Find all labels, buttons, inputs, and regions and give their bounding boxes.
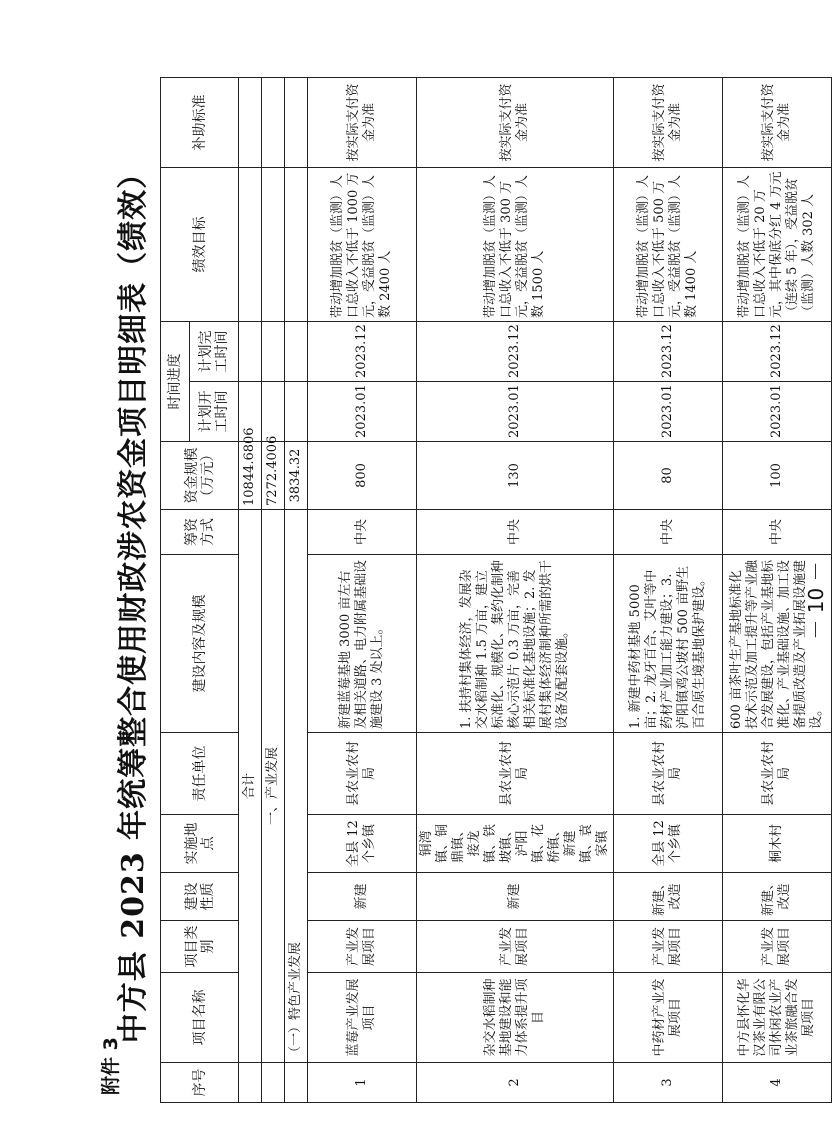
cell-target: 带动增加脱贫（监测）人口总收入不低于 500 万元，受益脱贫（监测）人数 1400 人 — [614, 168, 723, 322]
cell-target: 带动增加脱贫（监测）人口总收入不低于 300 万元，受益脱贫（监测）人数 1500 人 — [417, 168, 614, 322]
cell-content: 新建蓝莓基地 3000 亩左右及相关道路、电力附属基础设施建设 3 处以上。 — [308, 555, 417, 733]
cell-end: 2023.12 — [614, 322, 723, 382]
section-row — [285, 78, 308, 1103]
col-header-funding-scale: 资金规模（万元） — [161, 442, 239, 510]
cell-nature: 新建、改造 — [614, 873, 723, 921]
table-row — [308, 78, 417, 1103]
cell-target: 带动增加脱贫（监测）人口总收入不低于 20 万元，其中保底分红 4 万元（连续 5 年），受益脱贫（监测）人数 302 人 — [723, 168, 832, 322]
cell-funding-scale: 80 — [614, 442, 723, 510]
cell-category: 产业发展项目 — [614, 921, 723, 973]
cell-end: 2023.12 — [417, 322, 614, 382]
cell-unit: 县农业农村局 — [614, 733, 723, 815]
cell-start: 2023.01 — [723, 382, 832, 442]
col-header-category: 项目类别 — [161, 921, 239, 973]
cell-location: 全县 12 个乡镇 — [308, 815, 417, 873]
cell-start: 2023.01 — [308, 382, 417, 442]
cell-nature: 新建 — [417, 873, 614, 921]
cell-funding-method: 中央 — [614, 510, 723, 555]
cell-seq: 1 — [308, 1063, 417, 1103]
cell-subsidy: 按实际支付资金为准 — [723, 78, 832, 168]
cell-seq: 4 — [723, 1063, 832, 1103]
col-header-target: 绩效目标 — [161, 168, 239, 322]
cell-funding-scale: 100 — [723, 442, 832, 510]
cell-nature: 新建 — [308, 873, 417, 921]
cell-nature: 新建、改造 — [723, 873, 832, 921]
cell-location: 铜湾镇、铜鼎镇、接龙镇、铁坡镇、泸阳镇、花桥镇、新建镇、袁家镇 — [417, 815, 614, 873]
col-header-end: 计划完工时间 — [190, 322, 239, 382]
cell-name: 中药材产业发展项目 — [614, 973, 723, 1063]
page-number: － 10 － — [804, 561, 828, 640]
cell-end: 2023.12 — [723, 322, 832, 382]
cell-start: 2023.01 — [417, 382, 614, 442]
cell-name: 蓝莓产业发展项目 — [308, 973, 417, 1063]
cell-subsidy: 按实际支付资金为准 — [308, 78, 417, 168]
col-header-start: 计划开工时间 — [190, 382, 239, 442]
cell-category: 产业发展项目 — [723, 921, 832, 973]
project-table — [160, 77, 832, 1103]
cell-seq: 2 — [417, 1063, 614, 1103]
cell-funding-method: 中央 — [308, 510, 417, 555]
col-header-location: 实施地点 — [161, 815, 239, 873]
col-header-subsidy: 补助标准 — [161, 78, 239, 168]
col-header-unit: 责任单位 — [161, 733, 239, 815]
cell-subsidy: 按实际支付资金为准 — [614, 78, 723, 168]
cell-name: 杂交水稻制种基地建设和能力体系提升项目 — [417, 973, 614, 1063]
cell-unit: 县农业农村局 — [308, 733, 417, 815]
cell-funding-scale: 800 — [308, 442, 417, 510]
cell-category: 产业发展项目 — [417, 921, 614, 973]
total-label: 合计 — [239, 510, 262, 1063]
section-row — [262, 78, 285, 1103]
col-header-content: 建设内容及规模 — [161, 555, 239, 733]
total-amount: 10844.6806 — [239, 442, 262, 510]
table-row — [614, 78, 723, 1103]
cell-funding-method: 中央 — [723, 510, 832, 555]
col-header-seq: 序号 — [161, 1063, 239, 1103]
col-header-schedule: 时间进度 — [161, 322, 190, 442]
cell-content: 600 亩茶叶生产基地标准化技术示范及加工提升等产业融合发展建设，包括产业基地标准化、产业基础设施、加工设备提质改造及产业拓展设施建设。 — [723, 555, 832, 733]
cell-subsidy: 按实际支付资金为准 — [417, 78, 614, 168]
cell-content: 1. 扶持村集体经济，发展杂交水稻制种 1.5 万亩，建立标准化、规模化、集约化制种核心示范片 0.3 万亩，完善相关标准化基地设施；2. 发展村集体经济制种所需的烘干设备及配套设施。 — [417, 555, 614, 733]
cell-unit: 县农业农村局 — [723, 733, 832, 815]
col-header-funding-method: 筹资方式 — [161, 510, 239, 555]
page-title: 中方县 2023 年统筹整合使用财政涉农资金项目明细表（绩效） — [116, 157, 151, 1044]
cell-end: 2023.12 — [308, 322, 417, 382]
cell-funding-scale: 130 — [417, 442, 614, 510]
table-row — [417, 78, 614, 1103]
rotated-sheet — [100, 83, 828, 1103]
total-row — [239, 78, 262, 1103]
section-label: （一）特色产业发展 — [285, 510, 308, 1063]
cell-target: 带动增加脱贫（监测）人口总收入不低于 1000 万元，受益脱贫（监测）人数 2400 人 — [308, 168, 417, 322]
cell-category: 产业发展项目 — [308, 921, 417, 973]
section-amount: 3834.32 — [285, 442, 308, 510]
col-header-name: 项目名称 — [161, 973, 239, 1063]
cell-location: 全县 12 个乡镇 — [614, 815, 723, 873]
cell-content: 1. 新建中药材基地 5000 亩；2. 龙牙百合、艾叶等中药材产业加工能力建设；3. 泸阳镇鸡公坡村 500 亩野生百合原生境基地保护建设。 — [614, 555, 723, 733]
cell-name: 中方县怀化华汉茶业有限公司休闲农业产业茶旅融合发展项目 — [723, 973, 832, 1063]
cell-unit: 县农业农村局 — [417, 733, 614, 815]
cell-funding-method: 中央 — [417, 510, 614, 555]
header-row-1 — [161, 78, 190, 1103]
cell-seq: 3 — [614, 1063, 723, 1103]
col-header-nature: 建设性质 — [161, 873, 239, 921]
cell-start: 2023.01 — [614, 382, 723, 442]
section-amount: 7272.4006 — [262, 442, 285, 510]
cell-location: 桐木村 — [723, 815, 832, 873]
section-label: 一、产业发展 — [262, 510, 285, 1063]
annex-label: 附件 3 — [100, 1037, 122, 1095]
